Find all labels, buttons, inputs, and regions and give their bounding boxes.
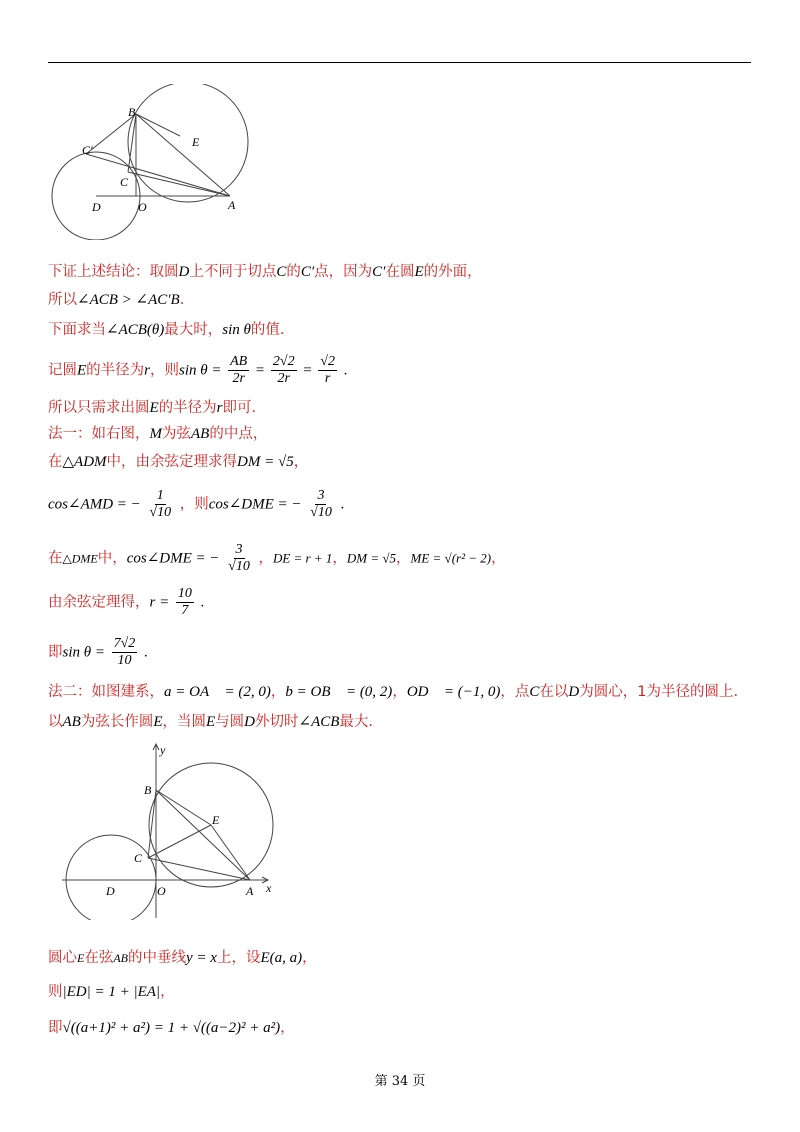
circle-d — [66, 835, 156, 920]
line-ce — [148, 825, 211, 858]
label-c: C — [120, 175, 129, 189]
fraction-3-over-root10-b: $\frac{3}{√10}$ — [228, 542, 250, 574]
label-y: y — [160, 743, 166, 757]
label-o: O — [157, 884, 166, 898]
label-d: D — [92, 200, 101, 214]
line-2: 所以∠ACB > ∠AC′B. — [48, 292, 185, 308]
line-16: 即√((a+1)² + a²) = 1 + √((a−2)² + a²)， — [48, 1020, 295, 1036]
fraction-1-over-root10: $\frac{1}{√10}$ — [149, 488, 172, 520]
line-ba — [156, 790, 250, 880]
line-3: 下面求当∠ACB(θ)最大时，sin θ的值. — [48, 322, 285, 338]
line-7: 在△ADM中，由余弦定理求得DM = √5， — [48, 454, 309, 470]
fraction-7root2-over-10: $\frac{7√2}{10}$ — [113, 636, 136, 668]
label-e: E — [192, 135, 200, 149]
label-c-prime: C′ — [82, 143, 93, 157]
label-x: x — [266, 881, 272, 895]
page-number: 第 34 页 — [374, 1074, 426, 1089]
line-c1a — [86, 154, 230, 196]
line-12: 法二：如图建系，a = OA⃗ = (2, 0)，b = OB⃗ = (0, 2)，OD⃗ = (−1, 0)，点C在以D为圆心，1为半径的圆上. — [48, 684, 739, 700]
label-a: A — [246, 884, 254, 898]
label-o: O — [138, 200, 147, 214]
line-10: 由余弦定理得，r = $\frac{10}{7}$ . — [48, 586, 205, 618]
circle-e — [128, 84, 248, 202]
line-14: 圆心E在弦AB的中垂线y = x上，设E(a, a)， — [48, 950, 317, 966]
line-ea — [211, 825, 250, 880]
line-11: 即sin θ = $\frac{7√2}{10}$ . — [48, 636, 148, 668]
label-e: E — [212, 813, 220, 827]
fraction-ab-over-2r: $\frac{AB}{2r}$ — [230, 354, 248, 386]
fraction-2root2-over-2r: $\frac{2√2}{2r}$ — [272, 354, 295, 386]
header-rule — [48, 62, 751, 63]
line-15: 则|ED| = 1 + |EA|， — [48, 984, 175, 1000]
line-c2a — [128, 172, 230, 196]
line-13: 以AB为弦长作圆E，当圆E与圆D外切时∠ACB最大. — [48, 714, 374, 730]
label-d: D — [106, 884, 115, 898]
figure-2 — [56, 740, 286, 920]
line-5: 所以只需求出圆E的半径为r即可. — [48, 400, 257, 416]
label-c: C — [134, 851, 143, 865]
line-6: 法一：如右图，M为弦AB的中点， — [48, 426, 268, 442]
figure-1 — [48, 84, 258, 240]
fraction-10-over-7: $\frac{10}{7}$ — [177, 586, 192, 618]
label-b: B — [144, 783, 152, 797]
line-ca — [148, 858, 250, 880]
line-4: 记圆E的半径为r，则sin θ = $\frac{AB}{2r}$ = $\frac{2√2}{2r}$ = $\frac{√2}{r}$ . — [48, 354, 348, 386]
label-a: A — [228, 198, 236, 212]
fraction-root2-over-r: $\frac{√2}{r}$ — [320, 354, 335, 386]
line-9: 在△DME中，cos∠DME = − $\frac{3}{√10}$ ，DE = r + 1，DM = √5，ME = √(r² − 2)， — [48, 542, 506, 574]
line-1: 下证上述结论：取圆D上不同于切点C的C′点，因为C′在圆E的外面， — [48, 264, 482, 280]
label-b: B — [128, 105, 136, 119]
line-8: cos∠AMD = − $\frac{1}{√10}$ ，则cos∠DME = − $\frac{3}{√10}$ . — [48, 488, 345, 520]
line-ba — [136, 114, 230, 196]
line-be — [156, 790, 211, 825]
fraction-3-over-root10: $\frac{3}{√10}$ — [310, 488, 332, 520]
